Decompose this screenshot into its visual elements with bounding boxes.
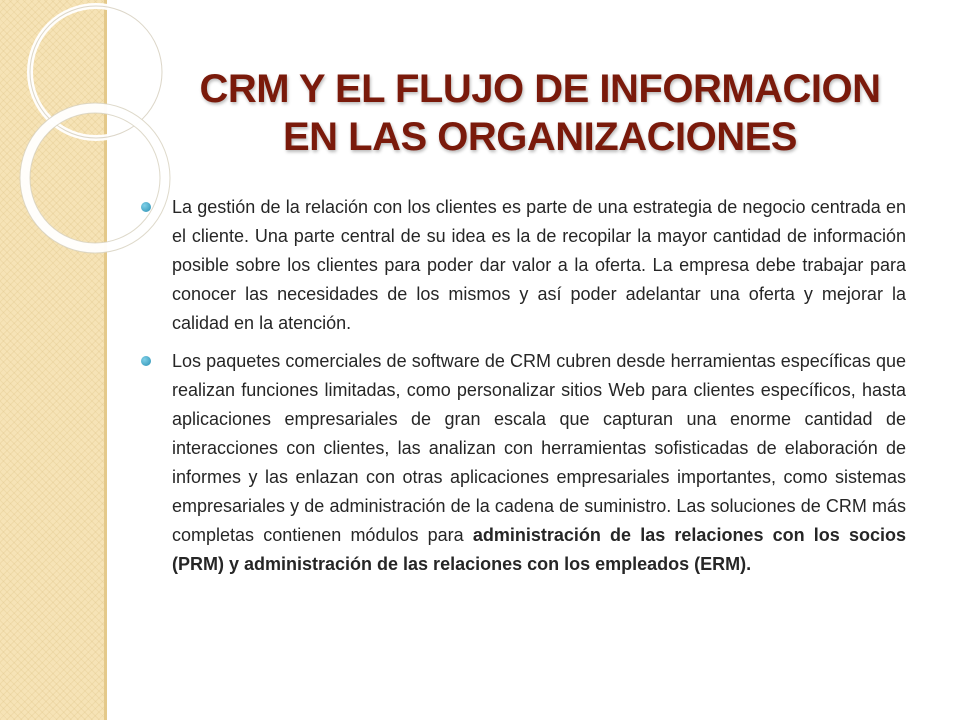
bullet-text-2-bold: administración de las relaciones con los socios (PRM) y administración de las relaciones con los empleados (ERM).: [172, 525, 906, 574]
slide-content: [136, 193, 906, 588]
bullet-text-1: La gestión de la relación con los clientes es parte de una estrategia de negocio centrada en el cliente. Una parte central de su idea es la de recopilar la mayor cantidad de información posible sobre los clientes para poder dar valor a la oferta. La empresa debe trabajar para conocer las necesidades de los mismos y así poder adelantar una oferta y mejorar la calidad en la atención.: [172, 197, 906, 333]
bullet-dot-icon: [141, 356, 151, 366]
bullet-text-2: Los paquetes comerciales de software de CRM cubren desde herramientas específicas que realizan funciones limitadas, como personalizar sitios Web para clientes específicos, hasta aplicaciones empresariales de gran escala que capturan una enorme cantidad de interacciones con clientes, las analizan con herramientas sofisticadas de elaboración de informes y las enlazan con otras aplicaciones empresariales importantes, como sistemas empresariales y de administración de la cadena de suministro. Las soluciones de CRM más completas contienen módulos para: [172, 351, 906, 545]
bullet-dot-icon: [141, 202, 151, 212]
bullet-item-2: [136, 347, 906, 579]
bullet-item-1: [136, 193, 906, 338]
slide-title: [150, 65, 930, 161]
slide-title-line2: EN LAS ORGANIZACIONES: [283, 114, 797, 159]
slide-title-line1: CRM Y EL FLUJO DE INFORMACION: [199, 66, 881, 111]
